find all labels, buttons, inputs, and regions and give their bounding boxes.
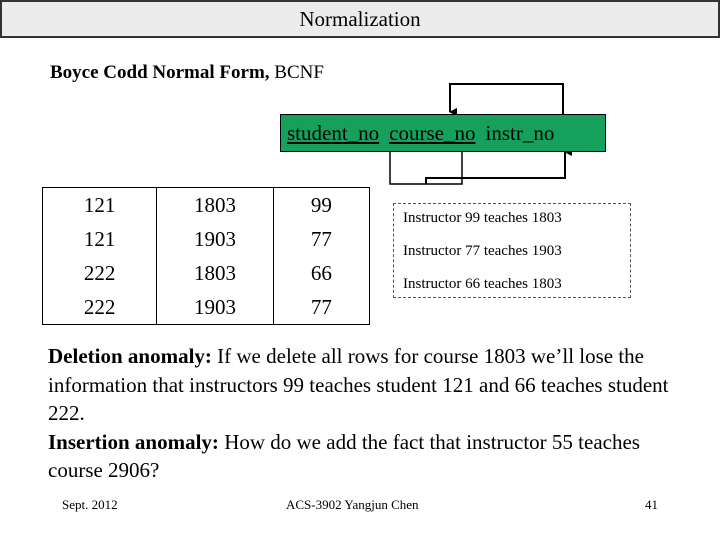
subtitle-bold: Boyce Codd Normal Form, <box>50 62 270 83</box>
table-cell: 77 <box>273 222 369 256</box>
attr-course-no: course_no <box>389 120 476 145</box>
table-cell: 121 <box>43 222 157 256</box>
insertion-text: How do we add the fact that instructor 55 teaches course 2906? <box>48 429 640 483</box>
table-row <box>43 188 370 223</box>
attr-student-no: student_no <box>287 120 380 145</box>
relation-schema-box <box>280 114 606 152</box>
top-dependency-arrow <box>450 84 563 114</box>
table-cell: 1803 <box>157 188 273 223</box>
attr-instr-no: instr_no <box>485 120 555 145</box>
slide-title: Normalization <box>299 7 421 31</box>
anomaly-paragraph <box>48 342 688 485</box>
table-cell: 1903 <box>157 222 273 256</box>
instructor-notes-box <box>393 203 631 298</box>
insertion-label: Insertion anomaly: <box>48 429 219 454</box>
table-cell: 77 <box>273 290 369 325</box>
table-cell: 99 <box>273 188 369 223</box>
footer-author: ACS-3902 Yangjun Chen <box>286 497 419 512</box>
deletion-text: If we delete all rows for course 1803 we’ll lose the information that instructors 99 teaches student 121 and 66 teaches student 222. <box>48 344 669 426</box>
table-row <box>43 222 370 256</box>
table-cell: 1903 <box>157 290 273 325</box>
footer-page-number: 41 <box>645 497 658 512</box>
relation-table <box>42 187 370 325</box>
subtitle-rest: BCNF <box>269 62 324 83</box>
note-line: Instructor 99 teaches 1803 <box>403 210 562 226</box>
table-row <box>43 290 370 325</box>
note-line: Instructor 77 teaches 1903 <box>403 243 562 259</box>
table-row <box>43 256 370 290</box>
table-cell: 66 <box>273 256 369 290</box>
bottom-dependency-arrow <box>426 152 565 184</box>
table-cell: 222 <box>43 256 157 290</box>
deletion-label: Deletion anomaly: <box>48 344 212 368</box>
table-cell: 121 <box>43 188 157 223</box>
footer-date: Sept. 2012 <box>62 497 118 512</box>
note-line: Instructor 66 teaches 1803 <box>403 276 562 292</box>
table-cell: 222 <box>43 290 157 325</box>
table-cell: 1803 <box>157 256 273 290</box>
